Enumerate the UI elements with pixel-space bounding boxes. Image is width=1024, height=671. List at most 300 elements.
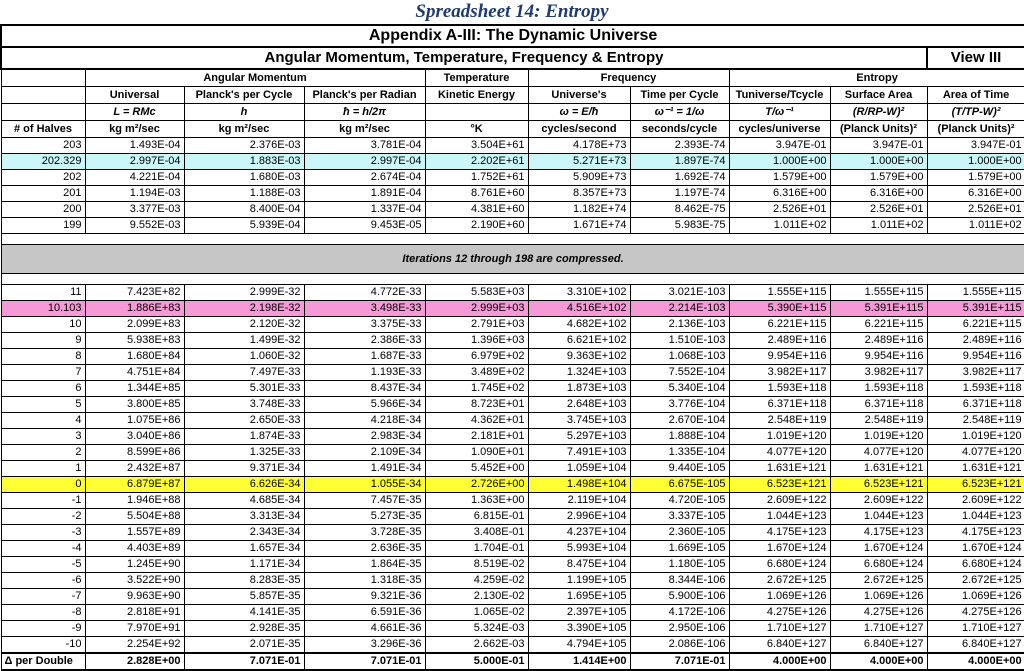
unit-surface-area: (Planck Units)² [830, 121, 927, 138]
corner-cell [1, 69, 85, 87]
group-temperature: Temperature [425, 69, 528, 87]
value-cell: 5.391E+115 [927, 301, 1024, 317]
value-cell: 2.386E-33 [304, 333, 425, 349]
value-cell: 3.296E-36 [304, 637, 425, 654]
value-cell: 5.000E-01 [425, 653, 528, 670]
halves-cell: -6 [1, 573, 85, 589]
value-cell: 8.761E+60 [425, 186, 528, 202]
col-header-tuniverse-tcycle: Tuniverse/Tcycle [729, 87, 830, 104]
value-cell: 3.982E+117 [830, 365, 927, 381]
value-cell: 6.879E+87 [85, 477, 184, 493]
table-row [1, 461, 1024, 477]
value-cell: 3.982E+117 [927, 365, 1024, 381]
col-header-plancks-per-cycle: Planck's per Cycle [184, 87, 304, 104]
value-cell: 2.828E+00 [85, 653, 184, 670]
table-row [1, 525, 1024, 541]
value-cell: 4.275E+126 [830, 605, 927, 621]
value-cell: 9.954E+116 [729, 349, 830, 365]
value-cell: 2.086E-106 [630, 637, 729, 654]
value-cell: 5.297E+103 [528, 429, 630, 445]
halves-cell: 202 [1, 170, 85, 186]
value-cell: 1.510E-103 [630, 333, 729, 349]
value-cell: 5.909E+73 [528, 170, 630, 186]
table-row [1, 445, 1024, 461]
value-cell: 1.068E-103 [630, 349, 729, 365]
value-cell: 1.396E+03 [425, 333, 528, 349]
value-cell: 1.680E+84 [85, 349, 184, 365]
value-cell: 7.071E-01 [304, 653, 425, 670]
appendix-heading: Appendix A-III: The Dynamic Universe [1, 25, 1024, 47]
halves-cell: -8 [1, 605, 85, 621]
value-cell: 5.390E+115 [729, 301, 830, 317]
value-cell: 1.579E+00 [729, 170, 830, 186]
value-cell: 6.680E+124 [729, 557, 830, 573]
entropy-table [0, 24, 1024, 671]
value-cell: 2.548E+119 [729, 413, 830, 429]
value-cell: 8.462E-75 [630, 202, 729, 218]
halves-cell: 11 [1, 285, 85, 301]
value-cell: 6.591E-36 [304, 605, 425, 621]
col-header-surface-area: Surface Area [830, 87, 927, 104]
value-cell: 1.011E+02 [927, 218, 1024, 234]
formula-universes: ω = E/ħ [528, 104, 630, 121]
value-cell: 7.071E-01 [184, 653, 304, 670]
value-cell: 5.391E+115 [830, 301, 927, 317]
value-cell: 2.548E+119 [830, 413, 927, 429]
halves-cell: 199 [1, 218, 85, 234]
value-cell: 9.963E+90 [85, 589, 184, 605]
value-cell: 6.221E+115 [927, 317, 1024, 333]
value-cell: 1.171E-34 [184, 557, 304, 573]
table-row [1, 285, 1024, 301]
value-cell: 1.710E+127 [729, 621, 830, 637]
value-cell: 9.440E-105 [630, 461, 729, 477]
halves-cell: 0 [1, 477, 85, 493]
value-cell: 6.680E+124 [830, 557, 927, 573]
value-cell: 6.840E+127 [729, 637, 830, 654]
value-cell: 1.670E+124 [927, 541, 1024, 557]
header-blank [1, 87, 85, 104]
halves-cell: 6 [1, 381, 85, 397]
table-row [1, 317, 1024, 333]
table-row [1, 397, 1024, 413]
value-cell: 2.818E+91 [85, 605, 184, 621]
formula-blank [1, 104, 85, 121]
value-cell: 2.950E-106 [630, 621, 729, 637]
value-cell: 9.363E+102 [528, 349, 630, 365]
value-cell: 2.674E-04 [304, 170, 425, 186]
value-cell: 4.381E+60 [425, 202, 528, 218]
value-cell: 6.840E+127 [830, 637, 927, 654]
value-cell: 1.752E+61 [425, 170, 528, 186]
value-cell: 4.175E+123 [927, 525, 1024, 541]
value-cell: 2.983E-34 [304, 429, 425, 445]
value-cell: 8.400E-04 [184, 202, 304, 218]
value-cell: 1.193E-33 [304, 365, 425, 381]
value-cell: 4.259E-02 [425, 573, 528, 589]
value-cell: 7.071E-01 [630, 653, 729, 670]
value-cell: 4.751E+84 [85, 365, 184, 381]
value-cell: 1.704E-01 [425, 541, 528, 557]
value-cell: 1.946E+88 [85, 493, 184, 509]
value-cell: 2.181E+01 [425, 429, 528, 445]
group-angular-momentum: Angular Momentum [85, 69, 425, 87]
value-cell: 2.997E-04 [85, 154, 184, 170]
value-cell: 1.593E+118 [927, 381, 1024, 397]
value-cell: 4.141E-35 [184, 605, 304, 621]
value-cell: 6.221E+115 [729, 317, 830, 333]
value-cell: 5.993E+104 [528, 541, 630, 557]
value-cell: 4.178E+73 [528, 138, 630, 154]
formula-universal: L = RMc [85, 104, 184, 121]
value-cell: 7.491E+103 [528, 445, 630, 461]
value-cell: 8.437E-34 [304, 381, 425, 397]
value-cell: 4.000E+00 [729, 653, 830, 670]
value-cell: 3.800E+85 [85, 397, 184, 413]
value-cell: 5.938E+83 [85, 333, 184, 349]
value-cell: 5.301E-33 [184, 381, 304, 397]
value-cell: 1.344E+85 [85, 381, 184, 397]
halves-cell: 8 [1, 349, 85, 365]
value-cell: 4.000E+00 [927, 653, 1024, 670]
value-cell: 4.772E-33 [304, 285, 425, 301]
value-cell: 2.609E+122 [830, 493, 927, 509]
value-cell: 1.188E-03 [184, 186, 304, 202]
value-cell: 3.748E-33 [184, 397, 304, 413]
value-cell: 4.403E+89 [85, 541, 184, 557]
value-cell: 8.357E+73 [528, 186, 630, 202]
value-cell: 1.499E-32 [184, 333, 304, 349]
value-cell: 1.197E-74 [630, 186, 729, 202]
formula-area-of-time: (T/TP-W)² [927, 104, 1024, 121]
unit-universal: kg m²/sec [85, 121, 184, 138]
value-cell: 1.011E+02 [729, 218, 830, 234]
value-cell: 9.453E-05 [304, 218, 425, 234]
unit-area-of-time: (Planck Units)² [927, 121, 1024, 138]
halves-cell: -5 [1, 557, 85, 573]
value-cell: 7.457E-35 [304, 493, 425, 509]
value-cell: 1.886E+83 [85, 301, 184, 317]
value-cell: 2.254E+92 [85, 637, 184, 654]
value-cell: 2.672E+125 [927, 573, 1024, 589]
value-cell: 6.371E+118 [830, 397, 927, 413]
value-cell: 4.077E+120 [927, 445, 1024, 461]
halves-cell: -1 [1, 493, 85, 509]
value-cell: 2.489E+116 [830, 333, 927, 349]
halves-cell: 7 [1, 365, 85, 381]
value-cell: 1.897E-74 [630, 154, 729, 170]
col-header-time-per-cycle: Time per Cycle [630, 87, 729, 104]
value-cell: 1.687E-33 [304, 349, 425, 365]
value-cell: 1.631E+121 [927, 461, 1024, 477]
col-header-area-of-time: Area of Time [927, 87, 1024, 104]
value-cell: 3.337E-105 [630, 509, 729, 525]
col-header-plancks-per-radian: Planck's per Radian [304, 87, 425, 104]
compressed-row [1, 245, 1024, 274]
table-row [1, 605, 1024, 621]
value-cell: 2.662E-03 [425, 637, 528, 654]
value-cell: 3.781E-04 [304, 138, 425, 154]
value-cell: 3.040E+86 [85, 429, 184, 445]
value-cell: 1.245E+90 [85, 557, 184, 573]
halves-cell: 3 [1, 429, 85, 445]
value-cell: 1.710E+127 [830, 621, 927, 637]
value-cell: 6.523E+121 [830, 477, 927, 493]
value-cell: 4.720E-105 [630, 493, 729, 509]
value-cell: 2.397E+105 [528, 605, 630, 621]
unit-time-per-cycle: seconds/cycle [630, 121, 729, 138]
value-cell: 1.325E-33 [184, 445, 304, 461]
value-cell: 3.947E-01 [830, 138, 927, 154]
value-cell: 1.692E-74 [630, 170, 729, 186]
value-cell: 1.745E+02 [425, 381, 528, 397]
value-cell: 1.075E+86 [85, 413, 184, 429]
compressed-note: Iterations 12 through 198 are compressed. [1, 245, 1024, 274]
unit-tuniverse-tcycle: cycles/universe [729, 121, 830, 138]
value-cell: 1.044E+123 [830, 509, 927, 525]
value-cell: 6.523E+121 [927, 477, 1024, 493]
value-cell: 1.631E+121 [830, 461, 927, 477]
value-cell: 2.489E+116 [927, 333, 1024, 349]
value-cell: 7.497E-33 [184, 365, 304, 381]
value-cell: 1.670E+124 [729, 541, 830, 557]
value-cell: 1.874E-33 [184, 429, 304, 445]
value-cell: 1.669E-105 [630, 541, 729, 557]
value-cell: 2.136E-103 [630, 317, 729, 333]
value-cell: 3.776E-104 [630, 397, 729, 413]
value-cell: 1.557E+89 [85, 525, 184, 541]
value-cell: 6.680E+124 [927, 557, 1024, 573]
value-cell: 1.555E+115 [729, 285, 830, 301]
value-cell: 2.432E+87 [85, 461, 184, 477]
value-cell: 6.371E+118 [729, 397, 830, 413]
value-cell: 2.198E-32 [184, 301, 304, 317]
formula-surface-area: (R/RP-W)² [830, 104, 927, 121]
halves-cell: 202.329 [1, 154, 85, 170]
value-cell: 1.324E+103 [528, 365, 630, 381]
value-cell: 6.979E+02 [425, 349, 528, 365]
value-cell: 5.324E-03 [425, 621, 528, 637]
value-cell: 1.498E+104 [528, 477, 630, 493]
halves-cell: -9 [1, 621, 85, 637]
value-cell: 3.375E-33 [304, 317, 425, 333]
value-cell: 8.599E+86 [85, 445, 184, 461]
value-cell: 5.900E-106 [630, 589, 729, 605]
header-halves: # of Halves [1, 121, 85, 138]
value-cell: 4.000E+00 [830, 653, 927, 670]
value-cell: 2.997E-04 [304, 154, 425, 170]
formula-kinetic-energy [425, 104, 528, 121]
value-cell: 7.423E+82 [85, 285, 184, 301]
value-cell: 7.552E-104 [630, 365, 729, 381]
halves-cell: -3 [1, 525, 85, 541]
value-cell: 2.548E+119 [927, 413, 1024, 429]
table-row [1, 349, 1024, 365]
value-cell: 8.475E+104 [528, 557, 630, 573]
value-cell: 1.555E+115 [927, 285, 1024, 301]
spacer-cell [1, 234, 1024, 245]
group-frequency: Frequency [528, 69, 729, 87]
value-cell: 1.069E+126 [830, 589, 927, 605]
value-cell: 6.523E+121 [729, 477, 830, 493]
table-row [1, 573, 1024, 589]
value-cell: 2.999E-32 [184, 285, 304, 301]
unit-kinetic-energy: °K [425, 121, 528, 138]
value-cell: 2.996E+104 [528, 509, 630, 525]
value-cell: 7.970E+91 [85, 621, 184, 637]
value-cell: 1.593E+118 [729, 381, 830, 397]
value-cell: 8.723E+01 [425, 397, 528, 413]
table-row [1, 509, 1024, 525]
table-row [1, 413, 1024, 429]
value-cell: 4.077E+120 [830, 445, 927, 461]
value-cell: 3.745E+103 [528, 413, 630, 429]
value-cell: 6.621E+102 [528, 333, 630, 349]
value-cell: 1.873E+103 [528, 381, 630, 397]
formula-time-per-cycle: ω⁻¹ = 1/ω [630, 104, 729, 121]
value-cell: 2.343E-34 [184, 525, 304, 541]
value-cell: 4.221E-04 [85, 170, 184, 186]
value-cell: 1.060E-32 [184, 349, 304, 365]
value-cell: 1.000E+00 [830, 154, 927, 170]
table-row [1, 429, 1024, 445]
value-cell: 1.318E-35 [304, 573, 425, 589]
value-cell: 1.337E-04 [304, 202, 425, 218]
value-cell: 4.362E+01 [425, 413, 528, 429]
value-cell: 4.077E+120 [729, 445, 830, 461]
value-cell: 9.552E-03 [85, 218, 184, 234]
value-cell: 5.340E-104 [630, 381, 729, 397]
value-cell: 5.966E-34 [304, 397, 425, 413]
value-cell: 1.891E-04 [304, 186, 425, 202]
table-row [1, 202, 1024, 218]
value-cell: 5.273E-35 [304, 509, 425, 525]
table-row [1, 589, 1024, 605]
unit-plancks-per-cycle: kg m²/sec [184, 121, 304, 138]
halves-cell: -10 [1, 637, 85, 654]
spreadsheet-title: Spreadsheet 14: Entropy [415, 1, 609, 22]
delta-row [1, 653, 1024, 670]
halves-cell: 9 [1, 333, 85, 349]
value-cell: 3.021E-103 [630, 285, 729, 301]
value-cell: 4.175E+123 [729, 525, 830, 541]
value-cell: 1.000E+00 [729, 154, 830, 170]
value-cell: 1.579E+00 [927, 170, 1024, 186]
value-cell: 8.283E-35 [184, 573, 304, 589]
value-cell: 1.888E-104 [630, 429, 729, 445]
unit-universes: cycles/second [528, 121, 630, 138]
value-cell: 5.857E-35 [184, 589, 304, 605]
value-cell: 1.180E-105 [630, 557, 729, 573]
value-cell: 1.657E-34 [184, 541, 304, 557]
view-label: View III [927, 47, 1024, 69]
value-cell: 1.671E+74 [528, 218, 630, 234]
value-cell: 3.982E+117 [729, 365, 830, 381]
value-cell: 2.526E+01 [729, 202, 830, 218]
value-cell: 1.710E+127 [927, 621, 1024, 637]
value-cell: 1.182E+74 [528, 202, 630, 218]
value-cell: 1.019E+120 [729, 429, 830, 445]
halves-cell: 4 [1, 413, 85, 429]
value-cell: 1.069E+126 [927, 589, 1024, 605]
value-cell: 3.408E-01 [425, 525, 528, 541]
value-cell: 3.313E-34 [184, 509, 304, 525]
value-cell: 6.815E-01 [425, 509, 528, 525]
value-cell: 1.491E-34 [304, 461, 425, 477]
table-row [1, 493, 1024, 509]
value-cell: 3.489E+02 [425, 365, 528, 381]
value-cell: 2.650E-33 [184, 413, 304, 429]
halves-cell: 10.103 [1, 301, 85, 317]
table-row [1, 301, 1024, 317]
value-cell: 1.044E+123 [927, 509, 1024, 525]
value-cell: 9.954E+116 [927, 349, 1024, 365]
value-cell: 1.579E+00 [830, 170, 927, 186]
group-entropy: Entropy [729, 69, 1024, 87]
spacer-row [1, 274, 1024, 285]
value-cell: 2.672E+125 [729, 573, 830, 589]
value-cell: 2.393E-74 [630, 138, 729, 154]
value-cell: 2.130E-02 [425, 589, 528, 605]
value-cell: 3.947E-01 [927, 138, 1024, 154]
value-cell: 4.175E+123 [830, 525, 927, 541]
value-cell: 2.609E+122 [729, 493, 830, 509]
value-cell: 2.489E+116 [729, 333, 830, 349]
value-cell: 3.947E-01 [729, 138, 830, 154]
table-row [1, 477, 1024, 493]
value-cell: 3.310E+102 [528, 285, 630, 301]
halves-cell: -4 [1, 541, 85, 557]
value-cell: 4.218E-34 [304, 413, 425, 429]
col-header-kinetic-energy: Kinetic Energy [425, 87, 528, 104]
formula-plancks-per-cycle: h [184, 104, 304, 121]
value-cell: 6.221E+115 [830, 317, 927, 333]
value-cell: 1.555E+115 [830, 285, 927, 301]
col-header-universal: Universal [85, 87, 184, 104]
value-cell: 6.316E+00 [830, 186, 927, 202]
value-cell: 5.504E+88 [85, 509, 184, 525]
value-cell: 8.519E-02 [425, 557, 528, 573]
halves-cell: -2 [1, 509, 85, 525]
value-cell: 6.840E+127 [927, 637, 1024, 654]
value-cell: 1.493E-04 [85, 138, 184, 154]
table-row [1, 365, 1024, 381]
value-cell: 2.791E+03 [425, 317, 528, 333]
table-row [1, 557, 1024, 573]
value-cell: 3.377E-03 [85, 202, 184, 218]
value-cell: 1.019E+120 [830, 429, 927, 445]
col-header-universes: Universe's [528, 87, 630, 104]
value-cell: 1.593E+118 [830, 381, 927, 397]
value-cell: 9.371E-34 [184, 461, 304, 477]
value-cell: 2.648E+103 [528, 397, 630, 413]
value-cell: 6.316E+00 [729, 186, 830, 202]
value-cell: 3.522E+90 [85, 573, 184, 589]
value-cell: 2.609E+122 [927, 493, 1024, 509]
value-cell: 1.194E-03 [85, 186, 184, 202]
value-cell: 2.099E+83 [85, 317, 184, 333]
spacer-row [1, 234, 1024, 245]
value-cell: 1.414E+00 [528, 653, 630, 670]
halves-cell: -7 [1, 589, 85, 605]
value-cell: 2.202E+61 [425, 154, 528, 170]
value-cell: 2.999E+03 [425, 301, 528, 317]
table-row [1, 170, 1024, 186]
value-cell: 1.055E-34 [304, 477, 425, 493]
value-cell: 2.120E-32 [184, 317, 304, 333]
table-row [1, 218, 1024, 234]
value-cell: 2.726E+00 [425, 477, 528, 493]
